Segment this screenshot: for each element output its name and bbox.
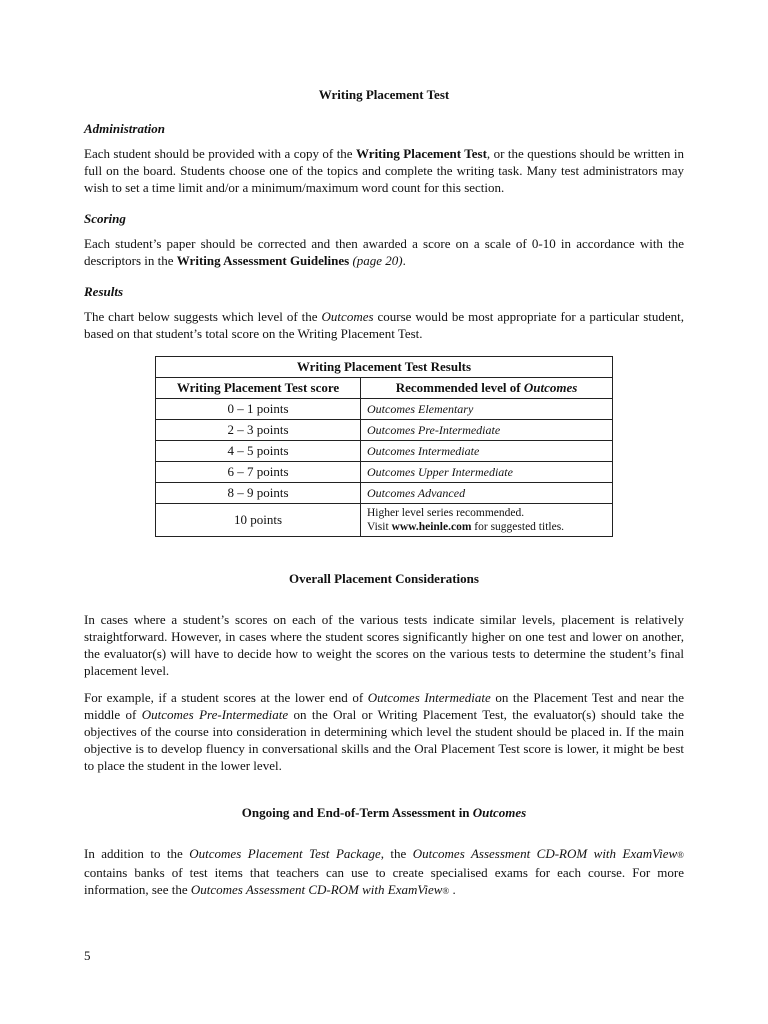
score-cell: 6 – 7 points xyxy=(156,462,361,483)
level-cell: Outcomes Intermediate xyxy=(361,441,613,462)
text-run: on the Placement Test and near the middle of xyxy=(84,690,684,722)
text-run: , the xyxy=(380,846,413,861)
results-paragraph xyxy=(84,308,684,342)
table-row xyxy=(156,483,613,504)
text-run: Each student should be provided with a copy of the xyxy=(84,146,357,161)
scoring-heading: Scoring xyxy=(84,211,126,226)
bold-run: Writing Assessment Guidelines xyxy=(176,253,350,268)
table-row xyxy=(156,462,613,483)
italic-run: Outcomes Placement Test Package xyxy=(189,846,381,861)
level-cell: Outcomes Pre-Intermediate xyxy=(361,420,613,441)
italic-run: Outcomes xyxy=(472,805,527,820)
table-row xyxy=(156,399,613,420)
italic-run: Outcomes xyxy=(523,380,578,395)
page-number: 5 xyxy=(84,948,91,963)
ongoing-heading xyxy=(84,804,684,821)
overall-paragraph-2 xyxy=(84,689,684,774)
text-run: For example, if a student scores at the lower end of xyxy=(84,690,368,705)
table-header-row xyxy=(156,378,613,399)
ongoing-paragraph xyxy=(84,845,684,900)
page-title: Writing Placement Test xyxy=(318,87,450,102)
text-run: course would be most appropriate for a particular student, based on that student’s total score on the Writing Placement Test. xyxy=(84,309,684,341)
text-run: for suggested titles. xyxy=(471,521,565,533)
text-run: Visit xyxy=(367,521,392,533)
table-header-score: Writing Placement Test score xyxy=(156,378,361,399)
text-run: , or the questions should be written in full on the board. Students choose one of the topics and complete the writing task. Many test administrators may wish to set a time limit and/or a minimum/maximum word count for this section. xyxy=(84,146,684,195)
website-link-text: www.heinle.com xyxy=(391,521,472,533)
table-row xyxy=(156,504,613,537)
text-run: The chart below suggests which level of the xyxy=(84,309,322,324)
results-heading: Results xyxy=(84,284,124,299)
score-cell: 10 points xyxy=(156,504,361,537)
overall-paragraph-1: In cases where a student’s scores on each of the various tests indicate similar levels, placement is relatively straightforward. However, in cases where the student scores significantly higher on one test and lower on another, the evaluator(s) will have to decide how to weight the scores on the various tests to determine the student’s final placement level. xyxy=(84,612,684,678)
table-caption: Writing Placement Test Results xyxy=(156,357,613,378)
administration-heading: Administration xyxy=(84,121,165,136)
italic-run: Outcomes xyxy=(321,309,374,324)
text-run: Recommended level of xyxy=(395,380,524,395)
table-caption-row xyxy=(156,357,613,378)
document-page xyxy=(84,86,684,914)
scoring-paragraph xyxy=(84,235,684,269)
italic-run: Outcomes Pre-Intermediate xyxy=(141,707,289,722)
table-row xyxy=(156,441,613,462)
italic-run: Outcomes Intermediate xyxy=(367,690,491,705)
italic-run: Outcomes Assessment CD-ROM with ExamView xyxy=(190,882,443,897)
italic-run: (page 20) xyxy=(349,253,403,268)
score-cell: 4 – 5 points xyxy=(156,441,361,462)
text-run: on the Oral or Writing Placement Test, the evaluator(s) should take the objectives of the course into consideration in determining which level the student should be placed in. If the main objective is to develop fluency in conversational skills and the Oral Placement Test score is lower, it might be best to place the student in the lower level. xyxy=(84,707,685,773)
score-cell: 2 – 3 points xyxy=(156,420,361,441)
score-cell: 8 – 9 points xyxy=(156,483,361,504)
results-table xyxy=(155,356,613,537)
level-cell: Outcomes Elementary xyxy=(361,399,613,420)
overall-heading: Overall Placement Considerations xyxy=(289,571,479,586)
text-run: Each student’s paper should be corrected and then awarded a score on a scale of 0-10 in accordance with the descriptors in the xyxy=(84,236,684,268)
registered-mark: ® xyxy=(442,886,450,896)
italic-run: Outcomes Assessment CD-ROM with ExamView xyxy=(412,846,678,861)
administration-paragraph xyxy=(84,145,684,196)
text-run: contains banks of test items that teachers can use to create specialised exams for each course. For more information, see the xyxy=(84,865,684,897)
bold-run: Writing Placement Test xyxy=(356,146,487,161)
text-run: . xyxy=(449,882,456,897)
text-run: In addition to the xyxy=(84,846,190,861)
level-cell: Outcomes Advanced xyxy=(361,483,613,504)
score-cell: 0 – 1 points xyxy=(156,399,361,420)
table-row xyxy=(156,420,613,441)
text-run: . xyxy=(402,253,406,268)
text-run: Higher level series recommended. xyxy=(367,507,525,519)
table-header-level xyxy=(361,378,613,399)
text-run: Ongoing and End-of-Term Assessment in xyxy=(241,805,473,820)
level-cell xyxy=(361,504,613,537)
registered-mark: ® xyxy=(677,850,684,860)
level-cell: Outcomes Upper Intermediate xyxy=(361,462,613,483)
